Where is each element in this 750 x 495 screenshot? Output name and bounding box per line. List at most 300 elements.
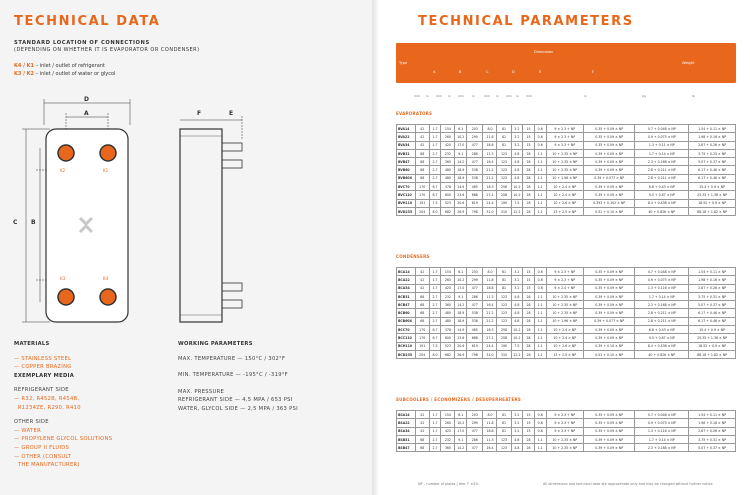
value-cell: 0.39 + 0.10 × NP [583,342,634,350]
model-name-cell: BVD235 [397,207,416,215]
value-cell: 0.39 + 0.09 × NP [583,435,634,443]
value-cell: 15 [523,419,535,427]
unit-label: in [584,94,587,98]
value-cell: 477 [467,444,483,452]
value-cell: 0.393 + 0.102 × NP [583,199,634,207]
value-cell: 299 [467,276,483,284]
model-name-cell: BSA34 [397,427,416,435]
value-cell: 2.7 [429,174,441,182]
value-cell: 31.0 [483,207,497,215]
value-cell: 688 [467,334,483,342]
value-cell: 17.0 [455,141,467,149]
value-cell: 25.35 + 1.36 × NP [689,334,736,342]
value-cell: 0.39 + 0.09 × NP [583,166,634,174]
value-cell: 258 [497,334,511,342]
legend-water: K3 / K2 – inlet / outlet of water or glycol [14,71,116,77]
value-cell: 0.39 + 0.09 × NP [583,183,634,191]
value-cell: 17.0 [455,284,467,292]
model-name-cell: BCB60 [397,309,416,317]
footnote-right: All dimensions and technical data are approximate only and may be changed without further notice [543,482,713,486]
value-cell: 14.2 [455,444,467,452]
value-cell: 15 [523,125,535,133]
value-cell: 682 [441,207,455,215]
value-cell: 15 [523,141,535,149]
value-cell: 1.1 [534,149,546,157]
value-cell: 81 [497,276,511,284]
value-cell: 5.07 + 0.37 × NP [689,301,736,309]
value-cell: 0.35 + 0.09 × NP [583,419,634,427]
value-cell: 123 [497,435,511,443]
value-cell: 1.98 + 0.16 × NP [689,276,736,284]
value-cell: 21.2 [483,166,497,174]
value-cell: 81 [497,268,511,276]
header-col-c: C [486,70,489,74]
value-cell: 0.39 + 0.09 × NP [583,301,634,309]
value-cell: 9.5 + 0.67 × NP [635,191,689,199]
model-name-cell: BSB47 [397,444,416,452]
value-cell: 10 + 2.35 × NP [546,292,583,300]
connections-subheading: (DEPENDING ON WHETHER IT IS EVAPORATOR OR CONDENSER) [14,47,200,53]
table-row [397,317,736,325]
value-cell: 7.5 [511,342,523,350]
table-row [397,284,736,292]
technical-parameters-page [378,0,750,495]
value-cell: 10.2 [511,326,523,334]
value-cell: 15 [523,411,535,419]
value-cell: 477 [467,141,483,149]
value-cell: 68 [415,174,429,182]
value-cell: 3.2 [511,427,523,435]
unit-label: mm [414,94,420,98]
value-cell: 260 [441,133,455,141]
header-col-e: E [539,70,542,74]
value-cell: 28 [523,350,535,358]
value-cell: 68 [415,301,429,309]
table-row [397,199,736,207]
value-cell: 0.39 + 0.09 × NP [583,326,634,334]
value-cell: 68 [415,317,429,325]
value-cell: 286 [467,149,483,157]
section-evaporators: EVAPORATORS [396,111,433,116]
value-cell: 3.2 [511,284,523,292]
value-cell: 299 [467,419,483,427]
value-cell: 258 [497,183,511,191]
footnote-left: NP – number of plates | dim. F ±5% [418,482,479,486]
value-cell: 6.7 [429,334,441,342]
value-cell: 6.17 + 0.46 × NP [689,309,736,317]
value-cell: 16.4 [483,158,497,166]
value-cell: 11.8 [483,276,497,284]
value-cell: 204 [415,207,429,215]
value-cell: 9 × 2.3 + NP [546,427,583,435]
value-cell: 10 + 2.4 × NP [546,334,583,342]
value-cell: 10 + 2.4 × NP [546,191,583,199]
value-cell: 1.1 [534,166,546,174]
table-row [397,292,736,300]
value-cell: 3.75 + 0.31 × NP [689,435,736,443]
value-cell: 2.8 + 0.211 × NP [635,309,689,317]
value-cell: 42 [415,268,429,276]
value-cell: 523 [441,342,455,350]
value-cell: 81 [497,284,511,292]
value-cell: 0.7 + 0.048 × NP [635,125,689,133]
value-cell: 81 [497,411,511,419]
value-cell: 42 [415,133,429,141]
value-cell: 191 [415,199,429,207]
value-cell: 1.1 [534,183,546,191]
value-cell: 9 × 2.3 + NP [546,141,583,149]
value-cell: 8.0 [429,207,441,215]
value-cell: 6.8 + 0.43 × NP [635,183,689,191]
value-cell: 10 + 2.35 × NP [546,149,583,157]
value-cell: 258 [497,191,511,199]
value-cell: 8.4 + 0.438 × NP [635,199,689,207]
value-cell: 68 [415,435,429,443]
value-cell: 123 [497,317,511,325]
value-cell: 1.7 + 0.14 × NP [635,292,689,300]
value-cell: 0.39 + 0.077 × NP [583,317,634,325]
value-cell: 0.6 [534,419,546,427]
value-cell: 14.9 [455,183,467,191]
value-cell: 4.8 [511,158,523,166]
value-cell: 1.1 [534,191,546,199]
value-cell: 10 + 2.35 × NP [546,309,583,317]
units-row [396,94,736,100]
model-name-cell: BVB47 [397,158,416,166]
value-cell: 6.8 + 0.43 × NP [635,326,689,334]
value-cell: 1.7 [429,133,441,141]
value-cell: 0.6 [534,284,546,292]
table-row [397,191,736,199]
value-cell: 538 [467,309,483,317]
legend-refrigerant: K4 / K1 – inlet / outlet of refrigerant [14,63,105,69]
value-cell: 10 + 2.35 × NP [546,166,583,174]
value-cell: 0.35 + 0.09 × NP [583,284,634,292]
value-cell: 28 [523,166,535,174]
value-cell: 465 [467,183,483,191]
value-cell: 6.17 + 0.46 × NP [689,166,736,174]
model-name-cell: BVB31 [397,149,416,157]
value-cell: 88.18 + 1.82 × NP [689,350,736,358]
value-cell: 123 [497,444,511,452]
value-cell: 310 [497,350,511,358]
value-cell: 190 [497,199,511,207]
header-dimension: Dimension [534,50,554,54]
table-row [397,350,736,358]
value-cell: 538 [467,317,483,325]
table-row [397,158,736,166]
value-cell: 1.7 [429,427,441,435]
value-cell: 1.7 [429,125,441,133]
value-cell: 0.35 + 0.09 × NP [583,133,634,141]
value-cell: 0.39 + 0.09 × NP [583,334,634,342]
dim-c-label: C [13,219,18,226]
value-cell: 0.6 [534,276,546,284]
value-cell: 40 + 0.826 × NP [635,350,689,358]
model-name-cell: BCA22 [397,276,416,284]
value-cell: 123 [497,309,511,317]
value-cell: 27.1 [483,191,497,199]
value-cell: 10 + 2.6 × NP [546,342,583,350]
value-cell: 1.7 [429,276,441,284]
value-cell: 1.1 [534,301,546,309]
unit-label: mm [458,94,464,98]
value-cell: 2.8 + 0.211 × NP [635,174,689,182]
table-row [397,309,736,317]
table-row [397,276,736,284]
value-cell: 4.8 [511,292,523,300]
value-cell: 0.39 + 0.09 × NP [583,191,634,199]
value-cell: 18.52 + 0.9 × NP [689,199,736,207]
table-row [397,207,736,215]
value-cell: 9 × 2.3 + NP [546,411,583,419]
value-cell: 8.0 [429,350,441,358]
value-cell: 4.8 [511,317,523,325]
value-cell: 0.6 [534,125,546,133]
value-cell: 28 [523,292,535,300]
value-cell: 477 [467,427,483,435]
value-cell: 1.1 [534,350,546,358]
value-cell: 11.3 [483,292,497,300]
value-cell: 11.8 [483,419,497,427]
value-cell: 13 + 2.5 × NP [546,350,583,358]
technical-data-page [0,0,372,495]
value-cell: 16.4 [483,301,497,309]
value-cell: 2.87 + 0.26 × NP [689,284,736,292]
table-row [397,419,736,427]
value-cell: 12.2 [511,350,523,358]
value-cell: 0.39 + 0.09 × NP [583,158,634,166]
value-cell: 123 [497,292,511,300]
value-cell: 10 + 1.96 × NP [546,317,583,325]
value-cell: 20.6 [455,342,467,350]
port-k1-label: K1 [103,168,109,173]
side-view-drawing [180,116,242,322]
value-cell: 15.4 + 0.9 × NP [689,183,736,191]
value-cell: 477 [467,158,483,166]
value-cell: 798 [467,207,483,215]
value-cell: 170 [415,183,429,191]
value-cell: 18.8 [483,284,497,292]
table-row [397,141,736,149]
model-name-cell: BVC70 [397,183,416,191]
value-cell: 191 [415,342,429,350]
value-cell: 10 + 2.4 × NP [546,183,583,191]
value-cell: 1.7 [429,268,441,276]
value-cell: 154 [441,411,455,419]
value-cell: 15 [523,284,535,292]
value-cell: 4.8 [511,301,523,309]
model-name-cell: BCB60X [397,317,416,325]
header-col-f: F [592,70,595,74]
value-cell: 10 + 2.35 × NP [546,444,583,452]
value-cell: 5.07 + 0.37 × NP [689,158,736,166]
value-cell: 2.7 [429,435,441,443]
value-cell: 480 [441,166,455,174]
value-cell: 16.4 [483,444,497,452]
value-cell: 286 [467,292,483,300]
value-cell: 0.6 [534,133,546,141]
value-cell: 688 [467,191,483,199]
value-cell: 21.2 [483,174,497,182]
value-cell: 4.8 [511,444,523,452]
value-cell: 21.2 [483,317,497,325]
value-cell: 10 + 2.4 × NP [546,326,583,334]
model-name-cell: BVA34 [397,141,416,149]
value-cell: 28 [523,301,535,309]
model-name-cell: BVA14 [397,125,416,133]
subcoolers-table [396,410,736,452]
value-cell: 0.9 + 0.075 × NP [635,419,689,427]
value-cell: 9.1 [455,292,467,300]
model-name-cell: BSA14 [397,411,416,419]
value-cell: 81 [497,141,511,149]
dim-e-label: E [229,110,234,117]
value-cell: 3.2 [511,141,523,149]
value-cell: 42 [415,125,429,133]
value-cell: 42 [415,284,429,292]
value-cell: 1.7 [429,411,441,419]
value-cell: 14.9 [455,326,467,334]
value-cell: 6.1 [455,411,467,419]
value-cell: 1.7 [429,419,441,427]
value-cell: 0.51 + 0.10 × NP [583,350,634,358]
value-cell: 3.2 [511,268,523,276]
port-k2-label: K2 [60,168,66,173]
table-row [397,334,736,342]
value-cell: 6.7 [429,326,441,334]
value-cell: 682 [441,350,455,358]
value-cell: 68 [415,149,429,157]
value-cell: 28 [523,174,535,182]
value-cell: 0.35 + 0.09 × NP [583,411,634,419]
header-col-d: D [512,70,515,74]
value-cell: 299 [467,133,483,141]
value-cell: 28 [523,435,535,443]
value-cell: 1.1 [534,292,546,300]
value-cell: 1.98 + 0.16 × NP [689,419,736,427]
value-cell: 0.39 + 0.09 × NP [583,444,634,452]
value-cell: 0.35 + 0.09 × NP [583,125,634,133]
value-cell: 123 [497,166,511,174]
unit-label: in [472,94,475,98]
value-cell: 9.1 [455,149,467,157]
value-cell: 1.1 [534,444,546,452]
value-cell: 123 [497,301,511,309]
value-cell: 5.07 + 0.37 × NP [689,444,736,452]
value-cell: 0.6 [534,268,546,276]
value-cell: 203 [467,268,483,276]
value-cell: 0.6 [534,427,546,435]
value-cell: 10.2 [455,133,467,141]
value-cell: 0.35 + 0.09 × NP [583,268,634,276]
value-cell: 0.7 + 0.048 × NP [635,268,689,276]
value-cell: 10 + 2.35 × NP [546,435,583,443]
value-cell: 2.3 + 0.168 × NP [635,158,689,166]
value-cell: 28 [523,334,535,342]
value-cell: 310 [497,207,511,215]
value-cell: 3.2 [511,125,523,133]
value-cell: 1.7 [429,141,441,149]
dim-d-label: D [84,96,89,103]
value-cell: 18.9 [455,166,467,174]
value-cell: 81 [497,419,511,427]
value-cell: 232 [441,435,455,443]
value-cell: 15 [523,268,535,276]
table-row [397,342,736,350]
value-cell: 4.8 [511,149,523,157]
value-cell: 480 [441,309,455,317]
working-parameters-block: WORKING PARAMETERS MAX. TEMPERATURE — 150°C / 302°F MIN. TEMPERATURE — -195°C / -319°F MAX. PRESSURE REFRIGERANT SIDE — 4,5 MPA / 653 PSI WATER, GLYCOL SIDE — 2,5 MPA / 363 PSI [178,341,298,412]
value-cell: 0.7 + 0.048 × NP [635,411,689,419]
unit-label: in [448,94,451,98]
value-cell: 9.1 [455,435,467,443]
page-title: TECHNICAL DATA [14,14,161,29]
value-cell: 28 [523,149,535,157]
header-col-a: A [433,70,436,74]
value-cell: 0.51 + 0.10 × NP [583,207,634,215]
value-cell: 10 + 2.35 × NP [546,301,583,309]
value-cell: 25.35 + 1.36 × NP [689,191,736,199]
value-cell: 3.75 + 0.25 × NP [689,149,736,157]
value-cell: 68 [415,309,429,317]
value-cell: 3.75 + 0.31 × NP [689,292,736,300]
value-cell: 123 [497,149,511,157]
value-cell: 0.9 + 0.075 × NP [635,133,689,141]
value-cell: 17.0 [455,427,467,435]
table-row [397,326,736,334]
value-cell: 1.54 + 0.11 × NP [689,125,736,133]
value-cell: 18.8 [483,427,497,435]
table-header [396,43,736,83]
unit-label: mm [436,94,442,98]
value-cell: 13 + 2.5 × NP [546,207,583,215]
value-cell: 2.8 + 0.211 × NP [635,166,689,174]
value-cell: 15 [523,276,535,284]
value-cell: 10 + 2.6 × NP [546,199,583,207]
value-cell: 619 [467,342,483,350]
value-cell: 7.5 [511,199,523,207]
value-cell: 28 [523,317,535,325]
value-cell: 232 [441,292,455,300]
value-cell: 2.3 + 0.168 × NP [635,301,689,309]
value-cell: 0.9 + 0.075 × NP [635,276,689,284]
value-cell: 1.1 [534,207,546,215]
value-cell: 190 [497,342,511,350]
value-cell: 6.17 + 0.46 × NP [689,174,736,182]
value-cell: 26.9 [455,207,467,215]
value-cell: 81 [497,427,511,435]
value-cell: 1.7 [429,284,441,292]
table-row [397,149,736,157]
value-cell: 31.0 [483,350,497,358]
value-cell: 68 [415,292,429,300]
value-cell: 4.8 [511,309,523,317]
model-name-cell: BCA34 [397,284,416,292]
value-cell: 8.0 [483,125,497,133]
value-cell: 18.9 [455,309,467,317]
page-title-right: TECHNICAL PARAMETERS [418,14,634,29]
model-name-cell: BCC70 [397,326,416,334]
table-row [397,133,736,141]
value-cell: 6.1 [455,125,467,133]
value-cell: 7.5 [429,199,441,207]
table-row [397,411,736,419]
value-cell: 2.7 [429,317,441,325]
value-cell: 1.98 + 0.16 × NP [689,133,736,141]
value-cell: 42 [415,427,429,435]
value-cell: 10.2 [455,419,467,427]
